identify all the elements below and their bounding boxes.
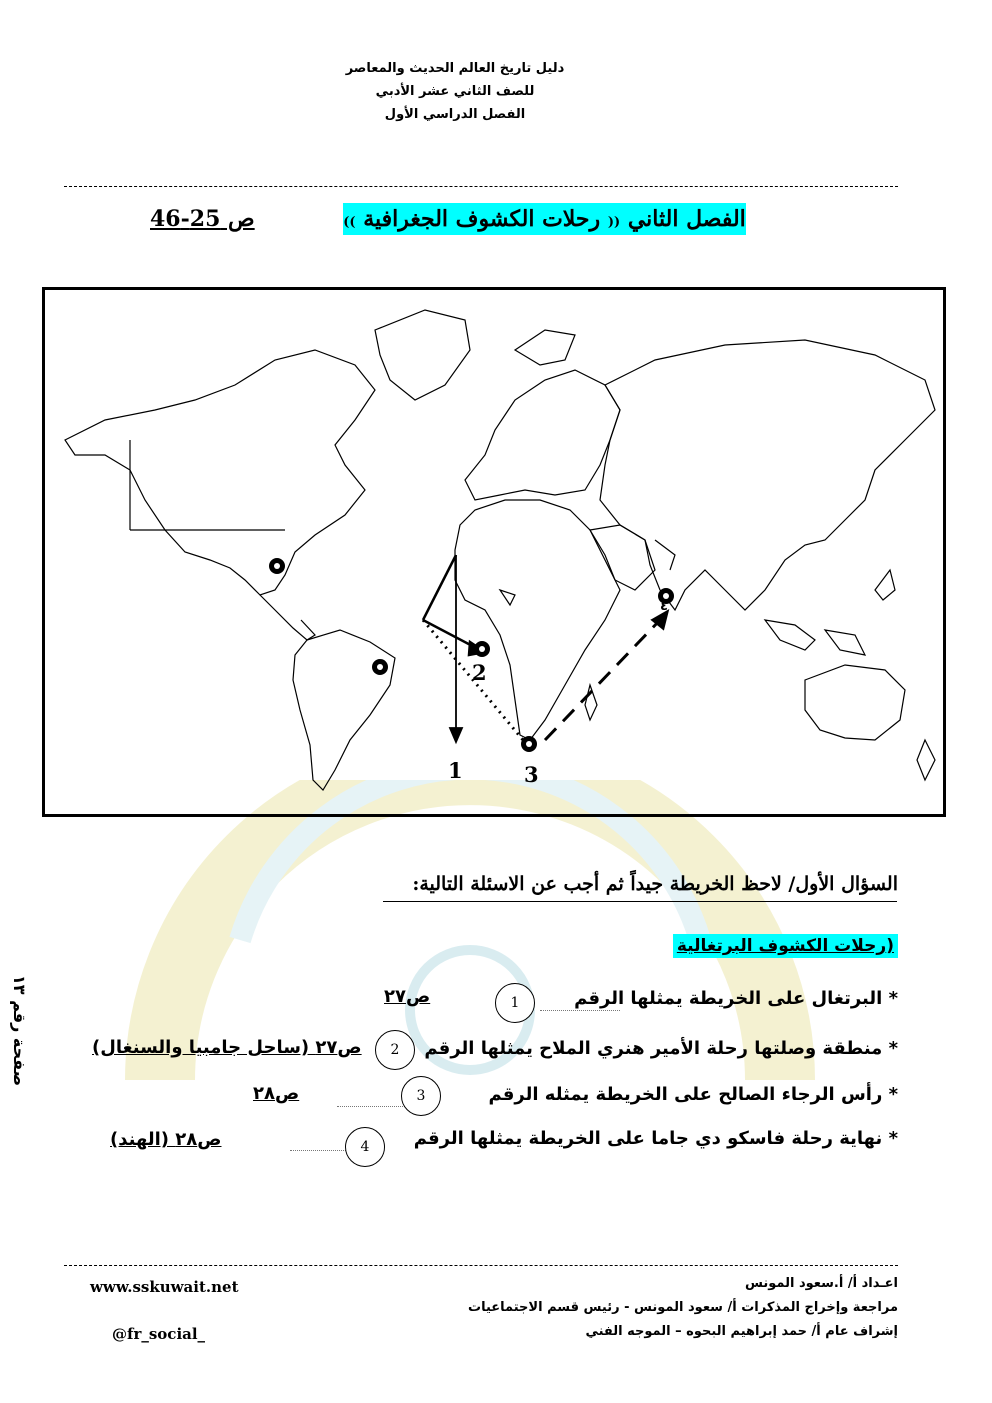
section-title-text: رحلات الكشوف البرتغالية <box>676 936 887 956</box>
header-line-1: دليل تاريخ العالم الحديث والمعاصر <box>345 61 565 76</box>
footer-prepared: اعـداد أ/ أ.سعود المونس <box>745 1276 898 1291</box>
number-circle-2: 2 <box>375 1030 415 1070</box>
number-circle-4: 4 <box>345 1127 385 1167</box>
route-4-dashed <box>545 612 667 740</box>
marker-2 <box>474 641 490 657</box>
chapter-title-open: (( <box>607 215 621 230</box>
map-label-2: 2 <box>472 660 487 685</box>
question-title: السؤال الأول/ لاحظ الخريطة جيداً ثم أجب عن الاسئلة التالية: <box>412 873 898 895</box>
page-number-label: صفحة رقم ١٣ <box>10 975 29 1087</box>
question-row-3: * رأس الرجاء الصالح على الخريطة يمثله الرقم <box>488 1084 898 1105</box>
question-row-1: * البرتغال على الخريطة يمثلها الرقم <box>574 988 898 1009</box>
number-circle-3: 3 <box>401 1076 441 1116</box>
marker-usa <box>269 558 285 574</box>
world-map-frame <box>42 287 946 817</box>
chapter-title-main: الفصل الثاني <box>627 206 746 232</box>
header-line-3: الفصل الدراسي الأول <box>384 107 526 122</box>
question-underline <box>383 901 897 902</box>
map-label-3: 3 <box>524 762 539 787</box>
pages-reference: ص 25-46 <box>150 206 255 232</box>
chapter-title <box>343 203 746 235</box>
bottom-divider <box>64 1265 898 1266</box>
answer-row-1: ص٢٧ <box>384 986 431 1007</box>
question-row-2: * منطقة وصلتها رحلة الأمير هنري الملاح يمثلها الرقم <box>424 1038 898 1059</box>
world-map <box>45 290 943 814</box>
marker-3 <box>521 736 537 752</box>
chapter-title-close: )) <box>343 215 356 230</box>
footer-review: مراجعة وإخراج المذكرات أ/ سعود المونس - رئيس قسم الاجتماعيات <box>468 1300 898 1315</box>
dots-row-1 <box>540 1010 620 1011</box>
number-circle-1: 1 <box>495 983 535 1023</box>
footer-website[interactable]: www.sskuwait.net <box>90 1278 239 1296</box>
footer-supervision: إشراف عام أ/ حمد إبراهيم البحوه – الموجه الفني <box>585 1324 898 1339</box>
answer-row-3: ص٢٨ <box>253 1083 300 1104</box>
header-line-2: للصف الثاني عشر الأدبي <box>375 84 535 99</box>
top-divider <box>64 186 898 187</box>
marker-brazil <box>372 659 388 675</box>
map-label-4: ٤ <box>660 599 668 614</box>
section-title <box>673 934 898 958</box>
section-title-open: ( <box>886 936 894 956</box>
chapter-title-topic: رحلات الكشوف الجغرافية <box>363 206 601 232</box>
continent-outlines <box>65 310 935 790</box>
footer-social[interactable]: @fr_social_ <box>112 1325 206 1343</box>
answer-row-2: ص٢٧ (ساحل جامبيا والسنغال) <box>92 1037 362 1058</box>
map-label-1: 1 <box>448 758 463 783</box>
answer-row-4: ص٢٨ (الهند) <box>110 1129 222 1150</box>
route-1-arrow <box>450 555 462 742</box>
question-row-4: * نهاية رحلة فاسكو دي جاما على الخريطة يمثلها الرقم <box>413 1128 898 1149</box>
